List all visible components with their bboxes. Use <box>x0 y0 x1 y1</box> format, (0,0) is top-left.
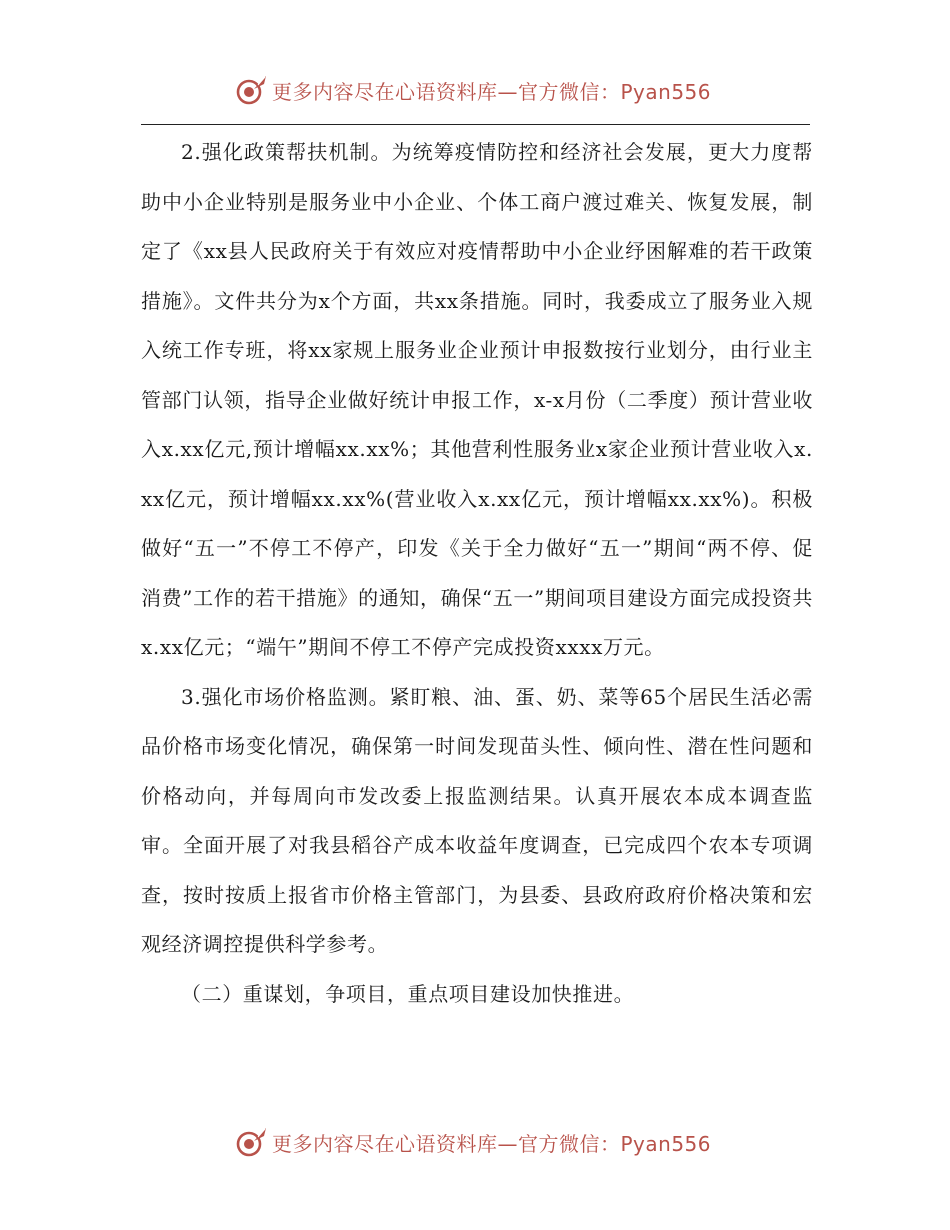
watermark-text: 更多内容尽在心语资料库—官方微信：Pyan556 <box>272 79 712 104</box>
header-divider <box>141 124 810 125</box>
paragraph-policy-support: 2.强化政策帮扶机制。为统筹疫情防控和经济社会发展，更大力度帮助中小企业特别是服务业中小企业、个体工商户渡过难关、恢复发展，制定了《xx县人民政府关于有效应对疫情帮助中小企业纾困解难的若干政策措施》。文件共分为x个方面，共xx条措施。同时，我委成立了服务业入规入统工作专班，将xx家规上服务业企业预计申报数按行业划分，由行业主管部门认领，指导企业做好统计申报工作，x-x月份（二季度）预计营业收入x.xx亿元,预计增幅xx.xx%；其他营利性服务业x家企业预计营业收入x.xx亿元，预计增幅xx.xx%(营业收入x.xx亿元，预计增幅xx.xx%)。积极做好“五一”不停工不停产，印发《关于全力做好“五一”期间“两不停、促消费”工作的若干措施》的通知，确保“五一”期间项目建设方面完成投资共x.xx亿元；“端午”期间不停工不停产完成投资xxxx万元。 <box>141 140 813 659</box>
header-watermark <box>234 72 711 108</box>
quill-seal-logo-icon <box>234 73 268 107</box>
footer-watermark <box>234 1124 711 1160</box>
watermark-text: 更多内容尽在心语资料库—官方微信：Pyan556 <box>272 1131 712 1156</box>
paragraph-price-monitoring: 3.强化市场价格监测。紧盯粮、油、蛋、奶、菜等65个居民生活必需品价格市场变化情况，确保第一时间发现苗头性、倾向性、潜在性问题和价格动向，并每周向市发改委上报监测结果。认真开展农本成本调查监审。全面开展了对我县稻谷产成本收益年度调查，已完成四个农本专项调查，按时按质上报省市价格主管部门，为县委、县政府政府价格决策和宏观经济调控提供科学参考。 <box>141 684 813 956</box>
section-heading: （二）重谋划，争项目，重点项目建设加快推进。 <box>181 981 635 1006</box>
document-body <box>141 128 813 1019</box>
quill-seal-logo-icon <box>234 1125 268 1159</box>
